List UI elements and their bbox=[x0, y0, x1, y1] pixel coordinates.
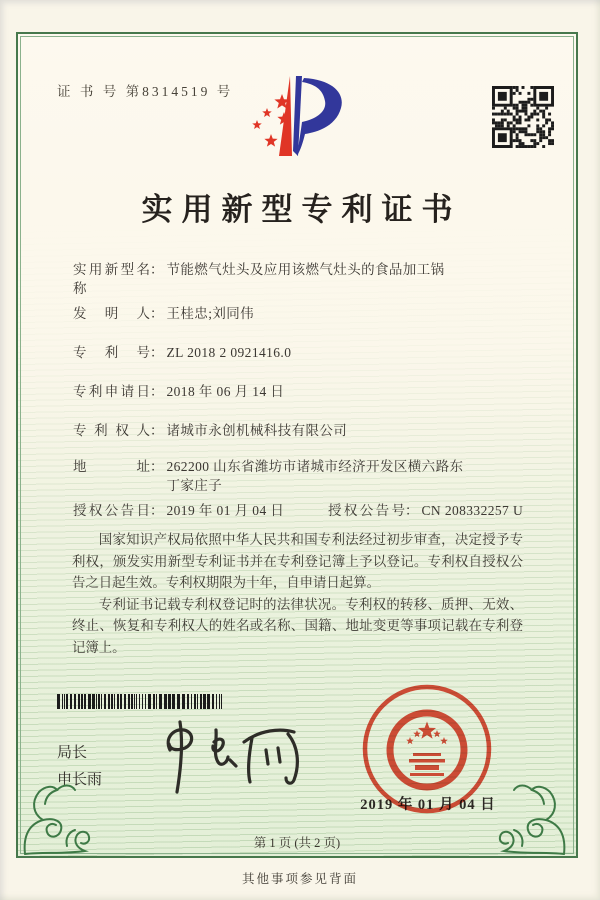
field-value: 诸城市永创机械科技有限公司 bbox=[166, 423, 348, 438]
field-value: CN 208332257 U bbox=[421, 503, 524, 518]
back-note: 其他事项参见背面 bbox=[241, 872, 358, 886]
field-label: 专利号 bbox=[73, 345, 150, 360]
field-label: 专利申请日 bbox=[73, 384, 150, 399]
field-label: 发明人 bbox=[73, 306, 150, 321]
field-colon: ： bbox=[150, 423, 164, 438]
seal-date: 2019 年 01 月 04 日 bbox=[360, 797, 496, 813]
barcode-icon bbox=[57, 694, 225, 709]
field-label: 实用新型名称 bbox=[73, 262, 150, 296]
director-title: 局长 bbox=[57, 745, 88, 761]
field-row-application-date bbox=[73, 382, 526, 401]
field-label: 专利权人 bbox=[73, 423, 150, 438]
field-row-address bbox=[73, 457, 471, 495]
certificate-number: 证 书 号 第8314519 号 bbox=[57, 84, 234, 99]
field-colon: ： bbox=[150, 384, 164, 399]
field-value: 王桂忠;刘同伟 bbox=[166, 306, 255, 321]
field-row-inventor bbox=[73, 304, 526, 323]
field-colon: ： bbox=[150, 262, 164, 277]
field-label: 授权公告日 bbox=[73, 503, 150, 518]
field-row-name bbox=[73, 260, 526, 298]
qr-code-icon bbox=[492, 86, 554, 148]
field-label: 授权公告号 bbox=[328, 503, 405, 518]
legal-text bbox=[72, 529, 523, 659]
field-colon: ： bbox=[150, 459, 164, 474]
field-colon: ： bbox=[150, 345, 164, 360]
corner-floral-ornament-icon bbox=[21, 778, 103, 858]
field-value: 节能燃气灶头及应用该燃气灶头的食品加工锅 bbox=[166, 262, 445, 277]
director-name: 申长雨 bbox=[57, 772, 103, 788]
field-colon: ： bbox=[150, 306, 164, 321]
director-signature bbox=[152, 720, 317, 805]
national-emblem-icon bbox=[390, 713, 464, 787]
field-label: 地址 bbox=[73, 459, 150, 474]
legal-paragraph-2: 专利证书记载专利权登记时的法律状况。专利权的转移、质押、无效、终止、恢复和专利权人的姓名或名称、国籍、地址变更等事项记载在专利登记簿上。 bbox=[72, 596, 523, 655]
certificate-frame bbox=[16, 32, 578, 858]
official-seal bbox=[352, 674, 502, 824]
field-value: ZL 2018 2 0921416.0 bbox=[166, 345, 292, 360]
certificate-title: 实用新型专利证书 bbox=[141, 192, 462, 227]
field-value: 262200 山东省潍坊市诸城市经济开发区横六路东丁家庄子 bbox=[166, 459, 464, 493]
field-row-patentee bbox=[73, 421, 526, 440]
field-row-grant bbox=[73, 501, 526, 520]
field-colon: ： bbox=[150, 503, 164, 518]
field-value: 2019 年 01 月 04 日 bbox=[166, 503, 285, 518]
field-value: 2018 年 06 月 14 日 bbox=[166, 384, 285, 399]
cnipa-patent-logo-icon bbox=[238, 72, 356, 168]
page-number: 第 1 页 (共 2 页) bbox=[253, 836, 341, 850]
field-colon: ： bbox=[405, 503, 419, 518]
field-row-patent-no bbox=[73, 343, 526, 362]
legal-paragraph-1: 国家知识产权局依照中华人民共和国专利法经过初步审查，决定授予专利权，颁发实用新型专利证书并在专利登记簿上予以登记。专利权自授权公告之日起生效。专利权期限为十年，自申请日起算。 bbox=[72, 532, 523, 591]
